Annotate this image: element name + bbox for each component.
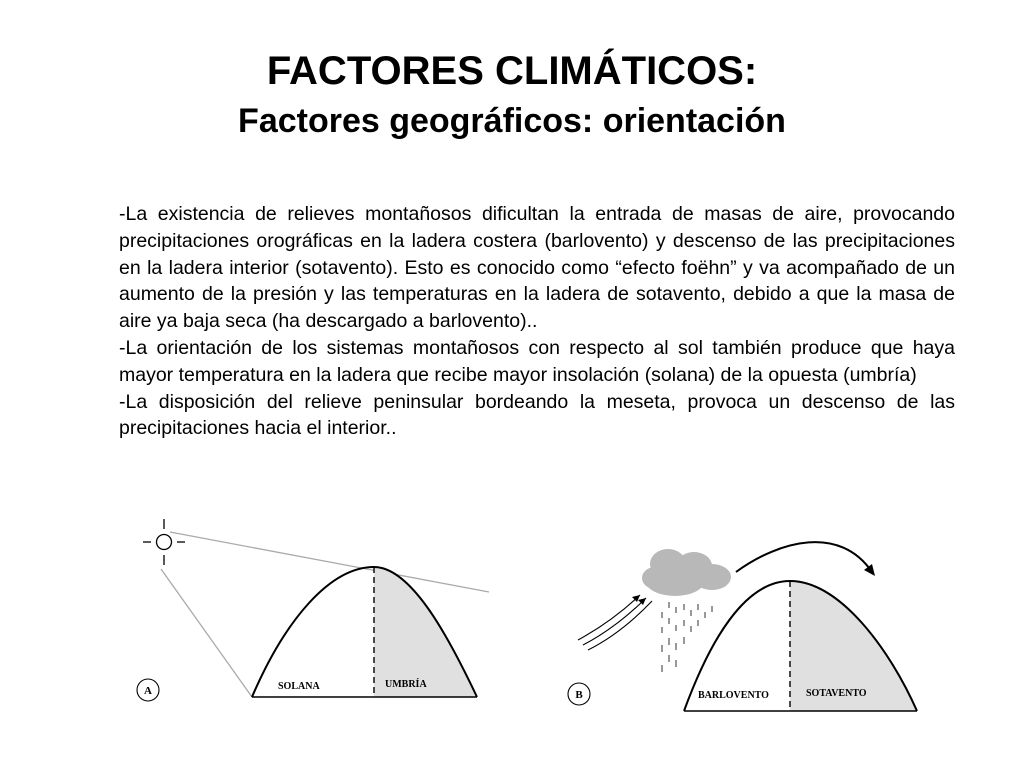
slide-title: FACTORES CLIMÁTICOS: <box>266 49 758 93</box>
figure <box>0 500 1024 768</box>
cloud-icon <box>642 549 731 596</box>
sun-ray-left <box>161 569 252 697</box>
barlovento-label: BARLOVENTO <box>698 690 769 701</box>
marker-a-label: A <box>144 685 152 697</box>
paragraph-foehn: -La existencia de relieves montañosos dificultan la entrada de masas de aire, provocando precipitaciones orográficas en la ladera costera (barlovento) y descenso de las precipitaciones en la ladera interior (sotavento). Esto es conocido como “efecto foëhn” y va acompañado de un aumento de la presión y las temperaturas en la ladera de sotavento, debido a que la masa de aire ya baja seca (ha descargado a barlovento).. <box>119 203 955 333</box>
umbria-label: UMBRÍA <box>385 679 427 690</box>
paragraph-orientation: -La orientación de los sistemas montañosos con respecto al sol también produce que haya mayor temperatura en la ladera que recibe mayor insolación (solana) de la opuesta (umbría) <box>119 336 955 386</box>
marker-b-label: B <box>575 689 583 701</box>
air-mass-arrow <box>736 542 872 572</box>
slide-subtitle: Factores geográficos: orientación <box>238 102 786 140</box>
air-mass-arrowhead-icon <box>864 564 875 576</box>
paragraph-disposition: -La disposición del relieve peninsular bordeando la meseta, provoca un descenso de las precipitaciones hacia el interior.. <box>119 390 955 440</box>
solana-label: SOLANA <box>278 681 320 692</box>
diagram-b <box>568 542 917 711</box>
wind-arrows <box>578 595 652 650</box>
slide-body <box>119 201 955 442</box>
figure-svg <box>0 500 1024 768</box>
diagram-a <box>137 519 489 701</box>
sun-icon <box>143 519 185 565</box>
sotavento-label: SOTAVENTO <box>806 688 867 699</box>
